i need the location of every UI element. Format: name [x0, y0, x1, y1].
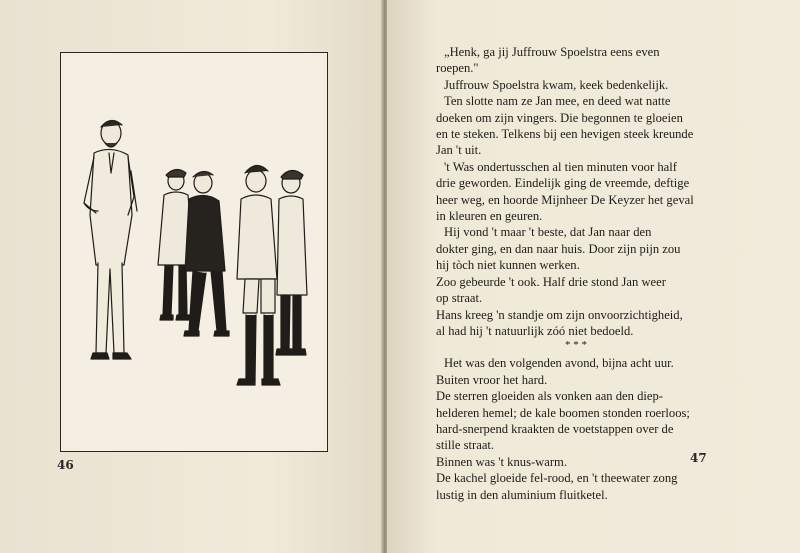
text-line: De sterren gloeiden als vonken aan den diep- [436, 389, 663, 404]
body-text [436, 44, 716, 503]
text-line: helderen hemel; de kale boomen stonden roerloos; [436, 405, 690, 420]
illustration-frame [60, 52, 328, 452]
text-line: Binnen was 't knus-warm. [436, 454, 567, 469]
text-line: in kleuren en geuren. [436, 209, 543, 224]
boy-figure-3 [237, 165, 280, 385]
boy-figure-2 [184, 171, 229, 336]
text-line: en te steken. Telkens bij een hevigen steek kreunde [436, 127, 694, 142]
text-line: roepen." [436, 61, 479, 76]
text-line: stille straat. [436, 438, 495, 453]
text-line: Juffrouw Spoelstra kwam, keek bedenkelijk. [444, 77, 669, 92]
text-line: hard-snerpend kraakten de voetstappen over de [436, 421, 674, 436]
text-line: Ten slotte nam ze Jan mee, en deed wat natte [444, 94, 671, 109]
text-line: doeken om zijn vingers. Die begonnen te gloeien [436, 110, 683, 125]
text-line: Hans kreeg 'n standje om zijn onvoorzichtigheid, [436, 307, 683, 322]
text-line: drie geworden. Eindelijk ging de vreemde, deftige [436, 176, 690, 191]
left-page [0, 0, 383, 553]
text-line: Jan 't uit. [436, 143, 482, 158]
section-break-asterism: * * * [565, 339, 587, 352]
text-line: Hij vond 't maar 't beste, dat Jan naar den [444, 225, 652, 240]
boy-figure-4 [276, 170, 307, 355]
text-line: „Henk, ga jij Juffrouw Spoelstra eens even [444, 45, 660, 59]
text-line: op straat. [436, 291, 483, 306]
text-line: 't Was ondertusschen al tien minuten voor half [444, 159, 677, 174]
text-line: heer weg, en hoorde Mijnheer De Keyzer het geval [436, 192, 694, 207]
text-line: Buiten vroor het hard. [436, 372, 548, 387]
text-line: Het was den volgenden avond, bijna acht uur. [444, 356, 674, 371]
text-line: lustig in den aluminium fluitketel. [436, 487, 608, 502]
text-line: al had hij 't natuurlijk zóó niet bedoeld. [436, 323, 634, 338]
page-number-right: 47 [690, 451, 707, 465]
text-line: De kachel gloeide fel-rood, en 't theewater zong [436, 471, 678, 486]
text-line: Zoo gebeurde 't ook. Half drie stond Jan weer [436, 274, 666, 289]
illustration-men-and-boys-icon [61, 53, 326, 450]
page-number-left: 46 [57, 458, 74, 472]
text-line: hij tòch niet kunnen werken. [436, 258, 580, 273]
man-figure [84, 120, 137, 359]
text-line: dokter ging, en dan naar huis. Door zijn pijn zou [436, 241, 681, 256]
